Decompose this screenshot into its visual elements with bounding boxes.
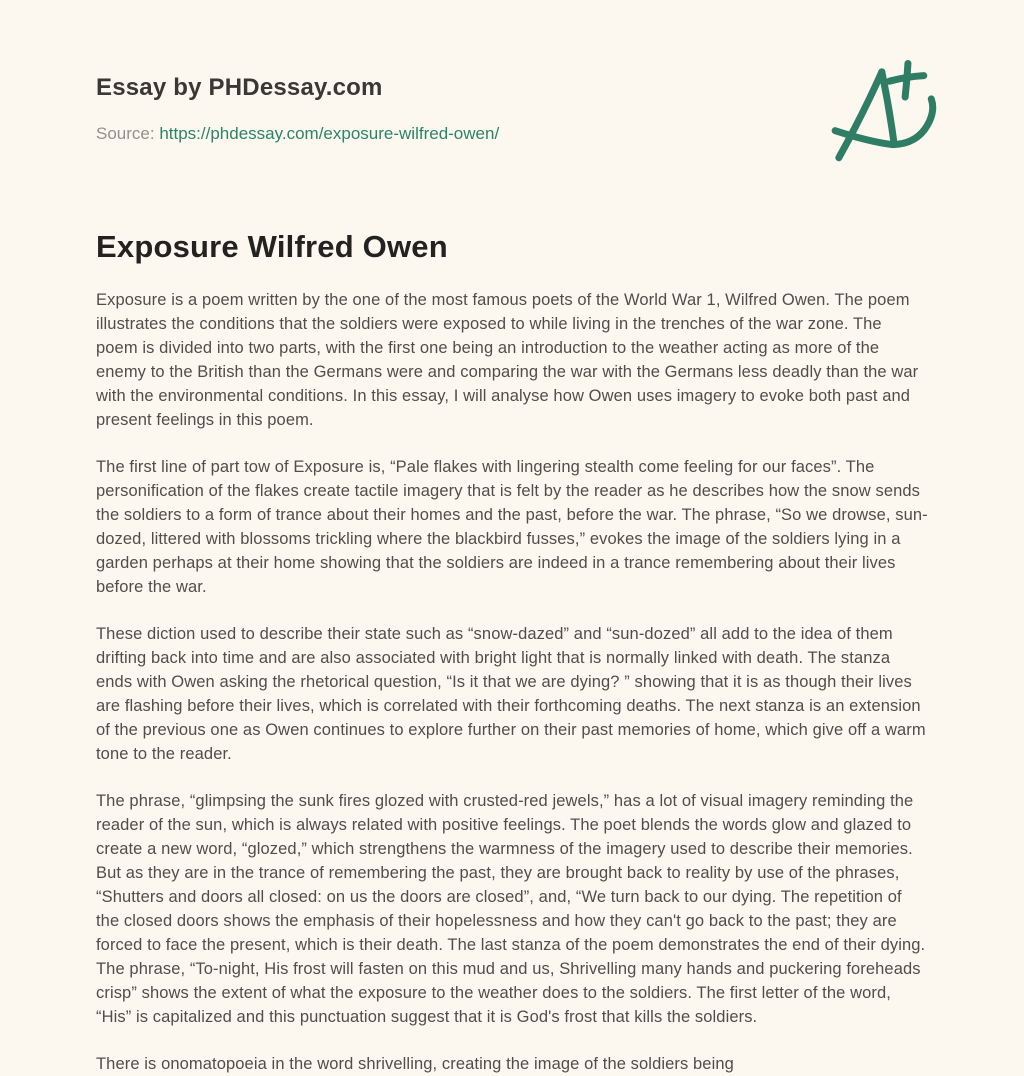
essay-paragraph: There is onomatopoeia in the word shrivelling, creating the image of the soldiers being <box>96 1054 734 1073</box>
a-plus-logo-icon <box>824 56 962 168</box>
a-plus-logo[interactable] <box>824 56 962 168</box>
source-link[interactable]: https://phdessay.com/exposure-wilfred-owen/ <box>159 123 500 143</box>
site-title: Essay by PHDessay.com <box>96 74 383 101</box>
essay-paragraph: The phrase, “glimpsing the sunk fires glozed with crusted-red jewels,” has a lot of visual imagery reminding the reader of the sun, which is always related with positive feelings. The poet blends the words glow and glazed to create a new word, “glozed,” which strengthens the warmness of the imagery used to describe their memories. But as they are in the trance of remembering the past, they are brought back to reality by use of the phrases, “Shutters and doors all closed: on us the doors are closed”, and, “We turn back to our dying. The repetition of the closed doors shows the emphasis of their hopelessness and how they can't go back to the past; they are forced to face the present, which is their death. The last stanza of the poem demonstrates the end of their dying. The phrase, “To-night, His frost will fasten on this mud and us, Shrivelling many hands and puckering foreheads crisp” shows the extent of what the exposure to the weather does to the soldiers. The first letter of the word, “His” is capitalized and this punctuation suggest that it is God's frost that kills the soldiers. <box>96 791 926 1026</box>
essay-body <box>96 288 928 1076</box>
source-row <box>96 122 928 146</box>
essay-paragraph: These diction used to describe their state such as “snow-dazed” and “sun-dozed” all add to the idea of them drifting back into time and are also associated with bright light that is normally linked with death. The stanza ends with Owen asking the rhetorical question, “Is it that we are dying? ” showing that it is as though their lives are flashing before their lives, which is correlated with their forthcoming deaths. The next stanza is an extension of the previous one as Owen continues to explore further on their past memories of home, which give off a warm tone to the reader. <box>96 624 926 763</box>
source-label: Source: <box>96 123 155 143</box>
essay-paragraph: Exposure is a poem written by the one of the most famous poets of the World War 1, Wilfred Owen. The poem illustrates the conditions that the soldiers were exposed to while living in the trenches of the war zone. The poem is divided into two parts, with the first one being an introduction to the weather acting as more of the enemy to the British than the Germans were and comparing the war with the Germans less deadly than the war with the environmental conditions. In this essay, I will analyse how Owen uses imagery to evoke both past and present feelings in this poem. <box>96 290 919 429</box>
essay-paragraph: The first line of part tow of Exposure is, “Pale flakes with lingering stealth come feeling for our faces”. The personification of the flakes create tactile imagery that is felt by the reader as he describes how the snow sends the soldiers to a form of trance about their homes and the past, before the war. The phrase, “So we drowse, sun-dozed, littered with blossoms trickling where the blackbird fusses,” evokes the image of the soldiers lying in a garden perhaps at their home showing that the soldiers are indeed in a trance remembering about their lives before the war. <box>96 457 928 596</box>
essay-title: Exposure Wilfred Owen <box>96 228 448 264</box>
